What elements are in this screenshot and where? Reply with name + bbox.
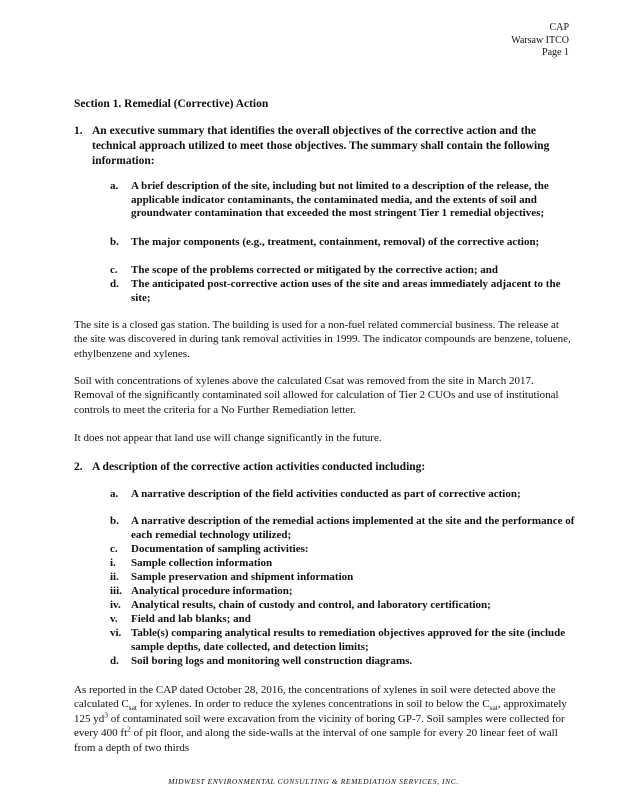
question-2-item-d (110, 655, 565, 669)
question-2-item-c (110, 543, 565, 557)
question-2-item-vi (110, 627, 580, 654)
item-letter: a. (110, 488, 119, 500)
question-2-item-iii (110, 585, 565, 599)
page-header (511, 22, 569, 60)
item-text: A brief description of the site, including but not limited to a description of the release, the applicable indicator contaminants, the contaminated media, and the extents of soil and groundwater contamination that exceeded the most stringent Tier 1 remedial objectives; (131, 180, 549, 220)
question-1 (74, 124, 574, 169)
item-letter: ii. (110, 571, 119, 583)
item-text: Sample collection information (131, 557, 273, 569)
question-1-item-d (110, 278, 565, 305)
item-text: The scope of the problems corrected or mitigated by the corrective action; and (131, 264, 499, 276)
page-footer: MIDWEST ENVIRONMENTAL CONSULTING & REMEDIATION SERVICES, INC. (168, 777, 459, 786)
section-title: Section 1. Remedial (Corrective) Action (74, 98, 269, 110)
question-1-text: An executive summary that identifies the overall objectives of the corrective action and the technical approach utilized to meet those objectives. The summary shall contain the following information: (92, 125, 550, 167)
item-letter: b. (110, 515, 119, 527)
question-2-item-i (110, 557, 565, 571)
question-1-item-a (110, 180, 565, 221)
item-letter: a. (110, 180, 119, 192)
csat-subscript-1: sat (128, 703, 138, 713)
paragraph-excavation (74, 683, 572, 755)
question-1-item-c (110, 264, 580, 278)
item-text: The major components (e.g., treatment, containment, removal) of the corrective action; (131, 236, 540, 248)
excavation-text-1: As reported in the CAP dated October 28, 2016, the concentrations of xylenes in soil were detected above the calculated C (74, 684, 556, 711)
item-letter: d. (110, 278, 119, 290)
paragraph-land-use: It does not appear that land use will change significantly in the future. (74, 432, 382, 444)
item-text: Analytical procedure information; (131, 585, 293, 597)
header-page-number: Page 1 (542, 47, 569, 58)
item-letter: iii. (110, 585, 122, 597)
item-letter: b. (110, 236, 119, 248)
excavation-text-4: of contaminated soil were excavation from the vicinity of boring GP-7. Soil samples were collected for every 400 ft (74, 712, 565, 740)
item-text: The anticipated post-corrective action uses of the site and areas immediately adjacent to the site; (131, 278, 561, 304)
item-text: Sample preservation and shipment information (131, 571, 354, 583)
item-text: Field and lab blanks; and (131, 613, 251, 625)
header-doc-type: CAP (549, 22, 569, 33)
header-site-name: Warsaw ITCO (511, 34, 569, 46)
item-letter: vi. (110, 627, 122, 639)
question-2 (74, 460, 574, 475)
item-letter: c. (110, 264, 118, 276)
item-letter: i. (110, 557, 116, 569)
question-2-item-b (110, 515, 580, 542)
excavation-text-5: of pit floor, and along the side-walls at the interval of one sample for every 20 linear feet of wall from a depth of two thirds (74, 727, 558, 754)
question-2-item-v (110, 613, 565, 627)
item-letter: v. (110, 613, 118, 625)
question-2-item-iv (110, 599, 585, 613)
question-2-item-a (110, 488, 565, 502)
item-text: Table(s) comparing analytical results to remediation objectives approved for the site (include sample depths, date collected, and detection limits; (131, 627, 566, 653)
question-1-item-b (110, 236, 565, 250)
item-letter: c. (110, 543, 118, 555)
square-superscript: 2 (127, 724, 131, 734)
paragraph-site-description: The site is a closed gas station. The building is used for a non-fuel related commercial business. The release at the site was discovered in during tank removal activities in 1999. The indicator compounds are benzene, toluene, ethylbenzene and xylenes. (74, 319, 571, 360)
question-2-number: 2. (74, 461, 83, 473)
item-text: A narrative description of the remedial actions implemented at the site and the performance of each remedial technology utilized; (131, 515, 575, 541)
question-2-item-ii (110, 571, 565, 585)
question-2-text: A description of the corrective action activities conducted including: (92, 461, 426, 473)
item-text: Analytical results, chain of custody and control, and laboratory certification; (131, 599, 491, 611)
item-letter: d. (110, 655, 119, 667)
excavation-text-2: for xylenes. In order to reduce the xylenes concentrations in soil to below the C (137, 698, 490, 711)
question-1-number: 1. (74, 125, 83, 137)
csat-subscript-2: sat (489, 703, 498, 713)
paragraph-soil-removal: Soil with concentrations of xylenes above the calculated Csat was removed from the site in March 2017. Removal of the significantly contaminated soil allowed for calculation of Tier 2 CUOs and use of institutional controls to meet the criteria for a No Further Remediation letter. (74, 375, 559, 416)
cubic-superscript: 3 (104, 710, 108, 720)
item-text: A narrative description of the field activities conducted as part of corrective action; (131, 488, 521, 500)
excavation-text-3: , approximately 125 yd (74, 698, 567, 725)
item-letter: iv. (110, 599, 121, 611)
item-text: Soil boring logs and monitoring well construction diagrams. (131, 655, 413, 667)
item-text: Documentation of sampling activities: (131, 543, 309, 555)
